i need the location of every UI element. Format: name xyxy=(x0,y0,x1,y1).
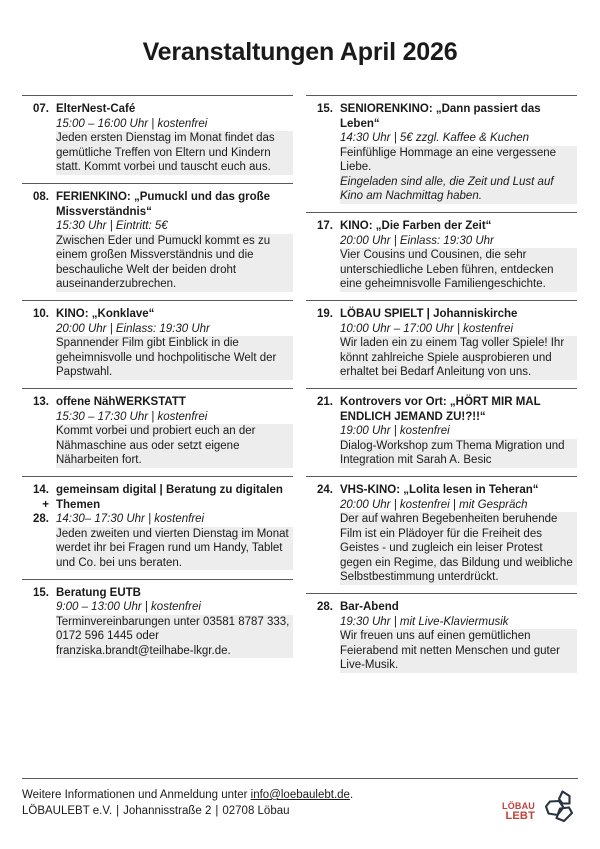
event-name: LÖBAU SPIELT | Johanniskirche xyxy=(340,308,518,320)
event-time: 19:30 Uhr | mit Live-Klaviermusik xyxy=(340,615,509,628)
event-description xyxy=(340,629,577,673)
footer-info-prefix: Weitere Informationen und Anmeldung unter xyxy=(22,789,251,801)
event-description-text: Terminvereinbarungen unter 03581 8787 333, 0172 596 1445 oder franziska.brandt@teilhabe-lkgr.de. xyxy=(56,615,290,657)
event-day-secondary: 28. xyxy=(33,513,49,525)
footer-separator-2: | xyxy=(215,804,219,817)
event-name: Kontrovers vor Ort: „HÖRT MIR MAL ENDLICH JEMAND ZU!?!!“ xyxy=(340,396,541,423)
event-row xyxy=(306,219,577,292)
event-day xyxy=(22,586,56,601)
event-description xyxy=(56,615,293,659)
event-description xyxy=(56,336,293,380)
event-day xyxy=(306,219,340,234)
events-column-left xyxy=(22,95,293,667)
event-name: FERIENKINO: „Pumuckl und das große Missverständnis“ xyxy=(56,191,271,218)
footer-address-line xyxy=(22,804,353,820)
event-row xyxy=(306,483,577,585)
footer-org: LÖBAULEBT e.V. xyxy=(22,804,113,817)
event-entry xyxy=(22,476,293,579)
footer xyxy=(22,778,578,833)
event-day-primary: 15. xyxy=(33,586,49,599)
loebau-lebt-logo xyxy=(502,788,578,833)
event-day-primary: 24. xyxy=(317,484,333,496)
event-body xyxy=(56,102,293,175)
event-entry xyxy=(306,388,577,476)
event-entry xyxy=(22,95,293,183)
event-description xyxy=(340,248,577,292)
event-row xyxy=(22,190,293,292)
event-description xyxy=(340,336,577,380)
event-row xyxy=(22,586,293,659)
event-day xyxy=(306,600,340,615)
event-entry xyxy=(22,300,293,388)
event-body xyxy=(56,190,293,292)
event-day xyxy=(22,395,56,410)
event-body xyxy=(56,395,293,468)
event-description xyxy=(56,424,293,468)
event-row xyxy=(22,102,293,175)
event-entry xyxy=(306,476,577,593)
event-description-text: Feinfühlige Hommage an eine vergessene Liebe. xyxy=(340,146,557,173)
event-row xyxy=(306,102,577,204)
event-entry xyxy=(306,95,577,212)
event-row xyxy=(306,600,577,673)
event-description xyxy=(340,512,577,585)
event-body xyxy=(340,219,577,292)
event-row xyxy=(306,307,577,380)
event-day-primary: 21. xyxy=(317,396,333,408)
event-description-text: Vier Cousins und Cousinen, die sehr unterschiedliche Leben führen, entdecken eine geheimnisvolle Familiengeschichte. xyxy=(340,249,554,290)
event-time: 9:00 – 13:00 Uhr | kostenfrei xyxy=(56,601,201,613)
event-description-text: Wir freuen uns auf einen gemütlichen Feierabend mit netten Menschen und guter Live-Musik. xyxy=(340,630,560,671)
event-row xyxy=(22,395,293,468)
event-row xyxy=(306,395,577,468)
logo-line-1: LÖBAU xyxy=(502,800,535,811)
event-time: 14:30– 17:30 Uhr | kostenfrei xyxy=(56,513,205,525)
event-day xyxy=(22,483,56,527)
event-entry xyxy=(306,212,577,300)
event-name: KINO: „Konklave“ xyxy=(56,308,155,320)
event-description xyxy=(56,234,293,292)
event-day-primary: 10. xyxy=(33,308,49,320)
event-description-text: Der auf wahren Begebenheiten beruhende Film ist ein Plädoyer für die Freiheit des Geistes - und zugleich ein leiser Protest gegen ein Regime, das Bildung und weibliche Selbstbestimmung unterdrückt. xyxy=(340,513,573,583)
event-time: 14:30 Uhr | 5€ zzgl. Kaffee & Kuchen xyxy=(340,132,530,144)
event-day xyxy=(306,102,340,117)
event-body xyxy=(340,600,577,673)
event-day xyxy=(22,307,56,322)
event-entry xyxy=(22,183,293,300)
event-entry xyxy=(22,388,293,476)
event-entry xyxy=(306,593,577,681)
event-name: KINO: „Die Farben der Zeit“ xyxy=(340,220,492,232)
event-time: 20:00 Uhr | Einlass: 19:30 Uhr xyxy=(340,234,494,247)
event-note: Eingeladen sind alle, die Zeit und Lust auf Kino am Nachmittag haben. xyxy=(340,175,554,202)
event-description xyxy=(340,146,577,204)
event-day-plus: + xyxy=(42,498,49,511)
event-time: 19:00 Uhr | kostenfrei xyxy=(340,425,450,437)
event-description-text: Spannender Film gibt Einblick in die geheimnisvolle und hochpolitische Welt der Papstwahl. xyxy=(56,337,277,378)
footer-city: 02708 Löbau xyxy=(222,804,290,817)
event-row xyxy=(22,307,293,380)
logo-line-2: LEBT xyxy=(505,809,535,822)
event-body xyxy=(56,483,293,571)
event-entry xyxy=(306,300,577,388)
footer-info-line xyxy=(22,788,353,804)
event-body xyxy=(340,307,577,380)
event-time: 15:30 – 17:30 Uhr | kostenfrei xyxy=(56,410,208,423)
event-description-text: Jeden zweiten und vierten Dienstag im Monat werdet ihr bei Fragen rund um Handy, Tablet und Co. bei uns beraten. xyxy=(56,527,289,569)
event-body xyxy=(340,483,577,585)
event-day-primary: 28. xyxy=(317,601,333,613)
event-day xyxy=(306,483,340,498)
event-day-primary: 15. xyxy=(317,103,333,115)
event-description-text: Wir laden ein zu einem Tag voller Spiele! Ihr könnt zahlreiche Spiele ausprobieren und erhaltet bei Bedarf Anleitung von uns. xyxy=(340,337,565,378)
logo-wordmark xyxy=(502,801,535,821)
footer-street: Johannisstraße 2 xyxy=(123,804,212,817)
event-entry xyxy=(22,579,293,667)
event-description-text: Jeden ersten Dienstag im Monat findet das gemütliche Treffen von Eltern und Kindern statt. Kommt vorbei und tauscht euch aus. xyxy=(56,132,275,173)
event-description xyxy=(56,131,293,175)
event-name: SENIORENKINO: „Dann passiert das Leben“ xyxy=(340,103,541,130)
event-body xyxy=(56,307,293,380)
event-day xyxy=(306,395,340,410)
event-time: 15:00 – 16:00 Uhr | kostenfrei xyxy=(56,117,208,130)
footer-email-link[interactable]: info@loebaulebt.de xyxy=(250,789,350,801)
event-body xyxy=(340,102,577,204)
event-day-primary: 14. xyxy=(33,484,49,496)
event-time: 20:00 Uhr | Einlass: 19:30 Uhr xyxy=(56,322,210,335)
events-columns xyxy=(22,95,578,681)
event-description-text: Dialog-Workshop zum Thema Migration und Integration mit Sarah A. Besic xyxy=(340,439,565,466)
event-description xyxy=(56,527,293,571)
event-name: Beratung EUTB xyxy=(56,586,141,599)
event-name: VHS-KINO: „Lolita lesen in Teheran“ xyxy=(340,484,539,496)
event-description xyxy=(340,439,577,468)
page-title: Veranstaltungen April 2026 xyxy=(142,38,458,66)
event-day xyxy=(22,190,56,205)
event-time: 20:00 Uhr | kostenfrei | mit Gespräch xyxy=(340,498,528,511)
event-time: 10:00 Uhr – 17:00 Uhr | kostenfrei xyxy=(340,322,514,335)
event-name: Bar-Abend xyxy=(340,601,399,613)
event-name: offene NähWERKSTATT xyxy=(56,396,186,408)
logo-houses-icon xyxy=(538,788,576,833)
events-column-right xyxy=(306,95,577,681)
footer-contact xyxy=(22,788,353,819)
event-day xyxy=(22,102,56,117)
event-day-primary: 08. xyxy=(33,191,49,203)
event-day-primary: 07. xyxy=(33,103,49,115)
event-day-primary: 17. xyxy=(317,220,333,232)
event-row xyxy=(22,483,293,571)
event-body xyxy=(56,586,293,659)
event-day-primary: 19. xyxy=(317,308,333,320)
event-description-text: Kommt vorbei und probiert euch an der Nähmaschine aus oder setzt eigene Näharbeiten fort. xyxy=(56,425,256,466)
footer-separator-1: | xyxy=(116,804,120,817)
event-day xyxy=(306,307,340,322)
event-body xyxy=(340,395,577,468)
footer-info-suffix: . xyxy=(349,789,354,801)
event-day-primary: 13. xyxy=(33,396,49,408)
event-name: gemeinsam digital | Beratung zu digitalen Themen xyxy=(56,484,283,511)
event-time: 15:30 Uhr | Eintritt: 5€ xyxy=(56,220,168,232)
event-description-text: Zwischen Eder und Pumuckl kommt es zu einem großen Missverständnis und die beschauliche Welt der beiden droht auseinanderzubrechen. xyxy=(56,234,271,290)
event-name: ElterNest-Café xyxy=(56,103,136,115)
